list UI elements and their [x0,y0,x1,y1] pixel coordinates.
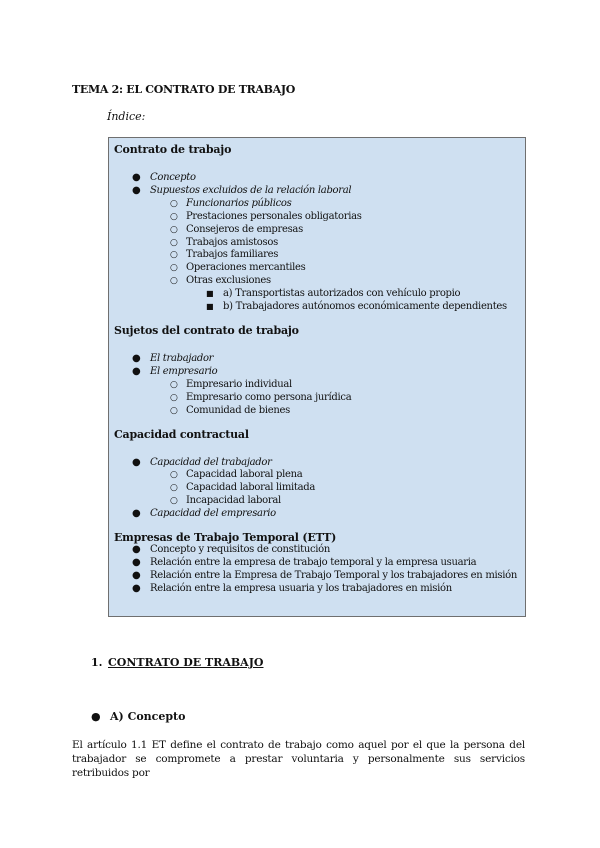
bullet-disc-icon: ● [132,365,141,377]
list-item: ● Concepto [132,172,196,183]
bullet-circle-icon: ○ [170,198,178,209]
list-item: ● Concepto y requisitos de constitución [132,544,331,556]
list-item: ○ Empresario como persona jurídica [170,391,352,403]
list-item: ○ Trabajos amistosos [170,236,278,248]
otras-list [186,288,520,314]
bullet-disc-icon: ● [132,569,141,581]
list-item: ● Supuestos excluidos de la relación laboral ○ Funcionarios públicos ○ Prestaciones personales obligatorias ○ Consejeros de empresas ○ Trabajos amistosos ○ Trabajos familiares ○ Operaciones mercantiles ○ Otras exclusiones ■ a) Transportistas autorizados con vehículo propio ■ b) Trabajadores autónomos económicamente dependientes [114,185,520,314]
bullet-circle-icon: ○ [170,276,178,287]
bullet-circle-icon: ○ [170,405,178,416]
bullet-circle-icon: ○ [170,392,178,403]
list-item: ● Capacidad del empresario [132,508,276,520]
subsection-title: A) Concepto [110,710,186,723]
exclusions-list [150,198,520,314]
bullet-disc-icon: ● [91,710,101,723]
bullet-disc-icon: ● [132,172,141,183]
list-item: ● Relación entre la empresa de trabajo temporal y la empresa usuaria [132,556,477,568]
list-item: ○ Funcionarios públicos [170,197,292,209]
sujetos-list [114,353,520,418]
bullet-circle-icon: ○ [170,224,178,235]
bullet-circle-icon: ○ [170,496,178,507]
list-item: ● Relación entre la empresa usuaria y los trabajadores en misión [132,582,452,594]
list-item: ○ Trabajos familiares [170,249,279,261]
section-title: CONTRATO DE TRABAJO [108,656,264,669]
trabajador-list [150,469,520,508]
subsection-heading-a [91,710,185,723]
bullet-circle-icon: ○ [170,483,178,494]
bullet-square-icon: ■ [206,302,214,312]
index-heading-capacidad: Capacidad contractual [114,427,249,441]
index-heading-ett: Empresas de Trabajo Temporal (ETT) [114,531,337,545]
empresario-list [150,379,520,418]
capacidad-list [114,457,520,522]
list-item: ○ Operaciones mercantiles [170,262,306,274]
index-box [108,137,526,617]
bullet-disc-icon: ● [132,456,141,468]
section-heading-1 [91,656,263,669]
list-item: ○ Otras exclusiones ■ a) Transportistas autorizados con vehículo propio ■ b) Trabajadores autónomos económicamente dependientes [150,275,520,314]
index-heading-contrato: Contrato de trabajo [114,143,232,156]
bullet-circle-icon: ○ [170,211,178,222]
bullet-circle-icon: ○ [170,263,178,274]
list-item: ○ Consejeros de empresas [170,223,303,235]
document-title: TEMA 2: EL CONTRATO DE TRABAJO [72,83,296,96]
bullet-disc-icon: ● [132,544,141,556]
bullet-circle-icon: ○ [170,470,178,481]
bullet-circle-icon: ○ [170,237,178,248]
section-number: 1. [91,656,103,669]
list-item: ● El empresario ○ Empresario individual ○ Empresario como persona jurídica ○ Comunidad de bienes [114,366,520,418]
index-label: Índice: [107,110,146,123]
list-item: ○ Comunidad de bienes [170,404,290,416]
ett-list [114,544,520,596]
index-heading-sujetos: Sujetos del contrato de trabajo [114,323,299,337]
list-item: ■ b) Trabajadores autónomos económicamente dependientes [206,301,507,313]
bullet-disc-icon: ● [132,508,141,520]
bullet-square-icon: ■ [206,289,214,299]
list-item: ○ Capacidad laboral plena [170,469,303,481]
list-item: ● Relación entre la Empresa de Trabajo Temporal y los trabajadores en misión [132,569,517,581]
bullet-disc-icon: ● [132,582,141,594]
bullet-disc-icon: ● [132,556,141,568]
list-item: ○ Capacidad laboral limitada [170,482,316,494]
list-item: ● Capacidad del trabajador ○ Capacidad laboral plena ○ Capacidad laboral limitada ○ Incapacidad laboral [114,457,520,509]
list-item: ■ a) Transportistas autorizados con vehículo propio [206,288,461,300]
body-paragraph: El artículo 1.1 ET define el contrato de trabajo como aquel por el que la persona del trabajador se compromete a prestar voluntaria y personalmente sus servicios retribuidos por [72,739,525,779]
list-item: ○ Incapacidad laboral [170,495,281,507]
list-item: ● El trabajador [132,352,214,364]
list-item: ○ Empresario individual [170,378,292,390]
bullet-circle-icon: ○ [170,379,178,390]
contrato-list [114,172,520,314]
bullet-disc-icon: ● [132,352,141,364]
bullet-circle-icon: ○ [170,250,178,261]
bullet-disc-icon: ● [132,184,141,196]
list-item: ○ Prestaciones personales obligatorias [170,210,362,222]
